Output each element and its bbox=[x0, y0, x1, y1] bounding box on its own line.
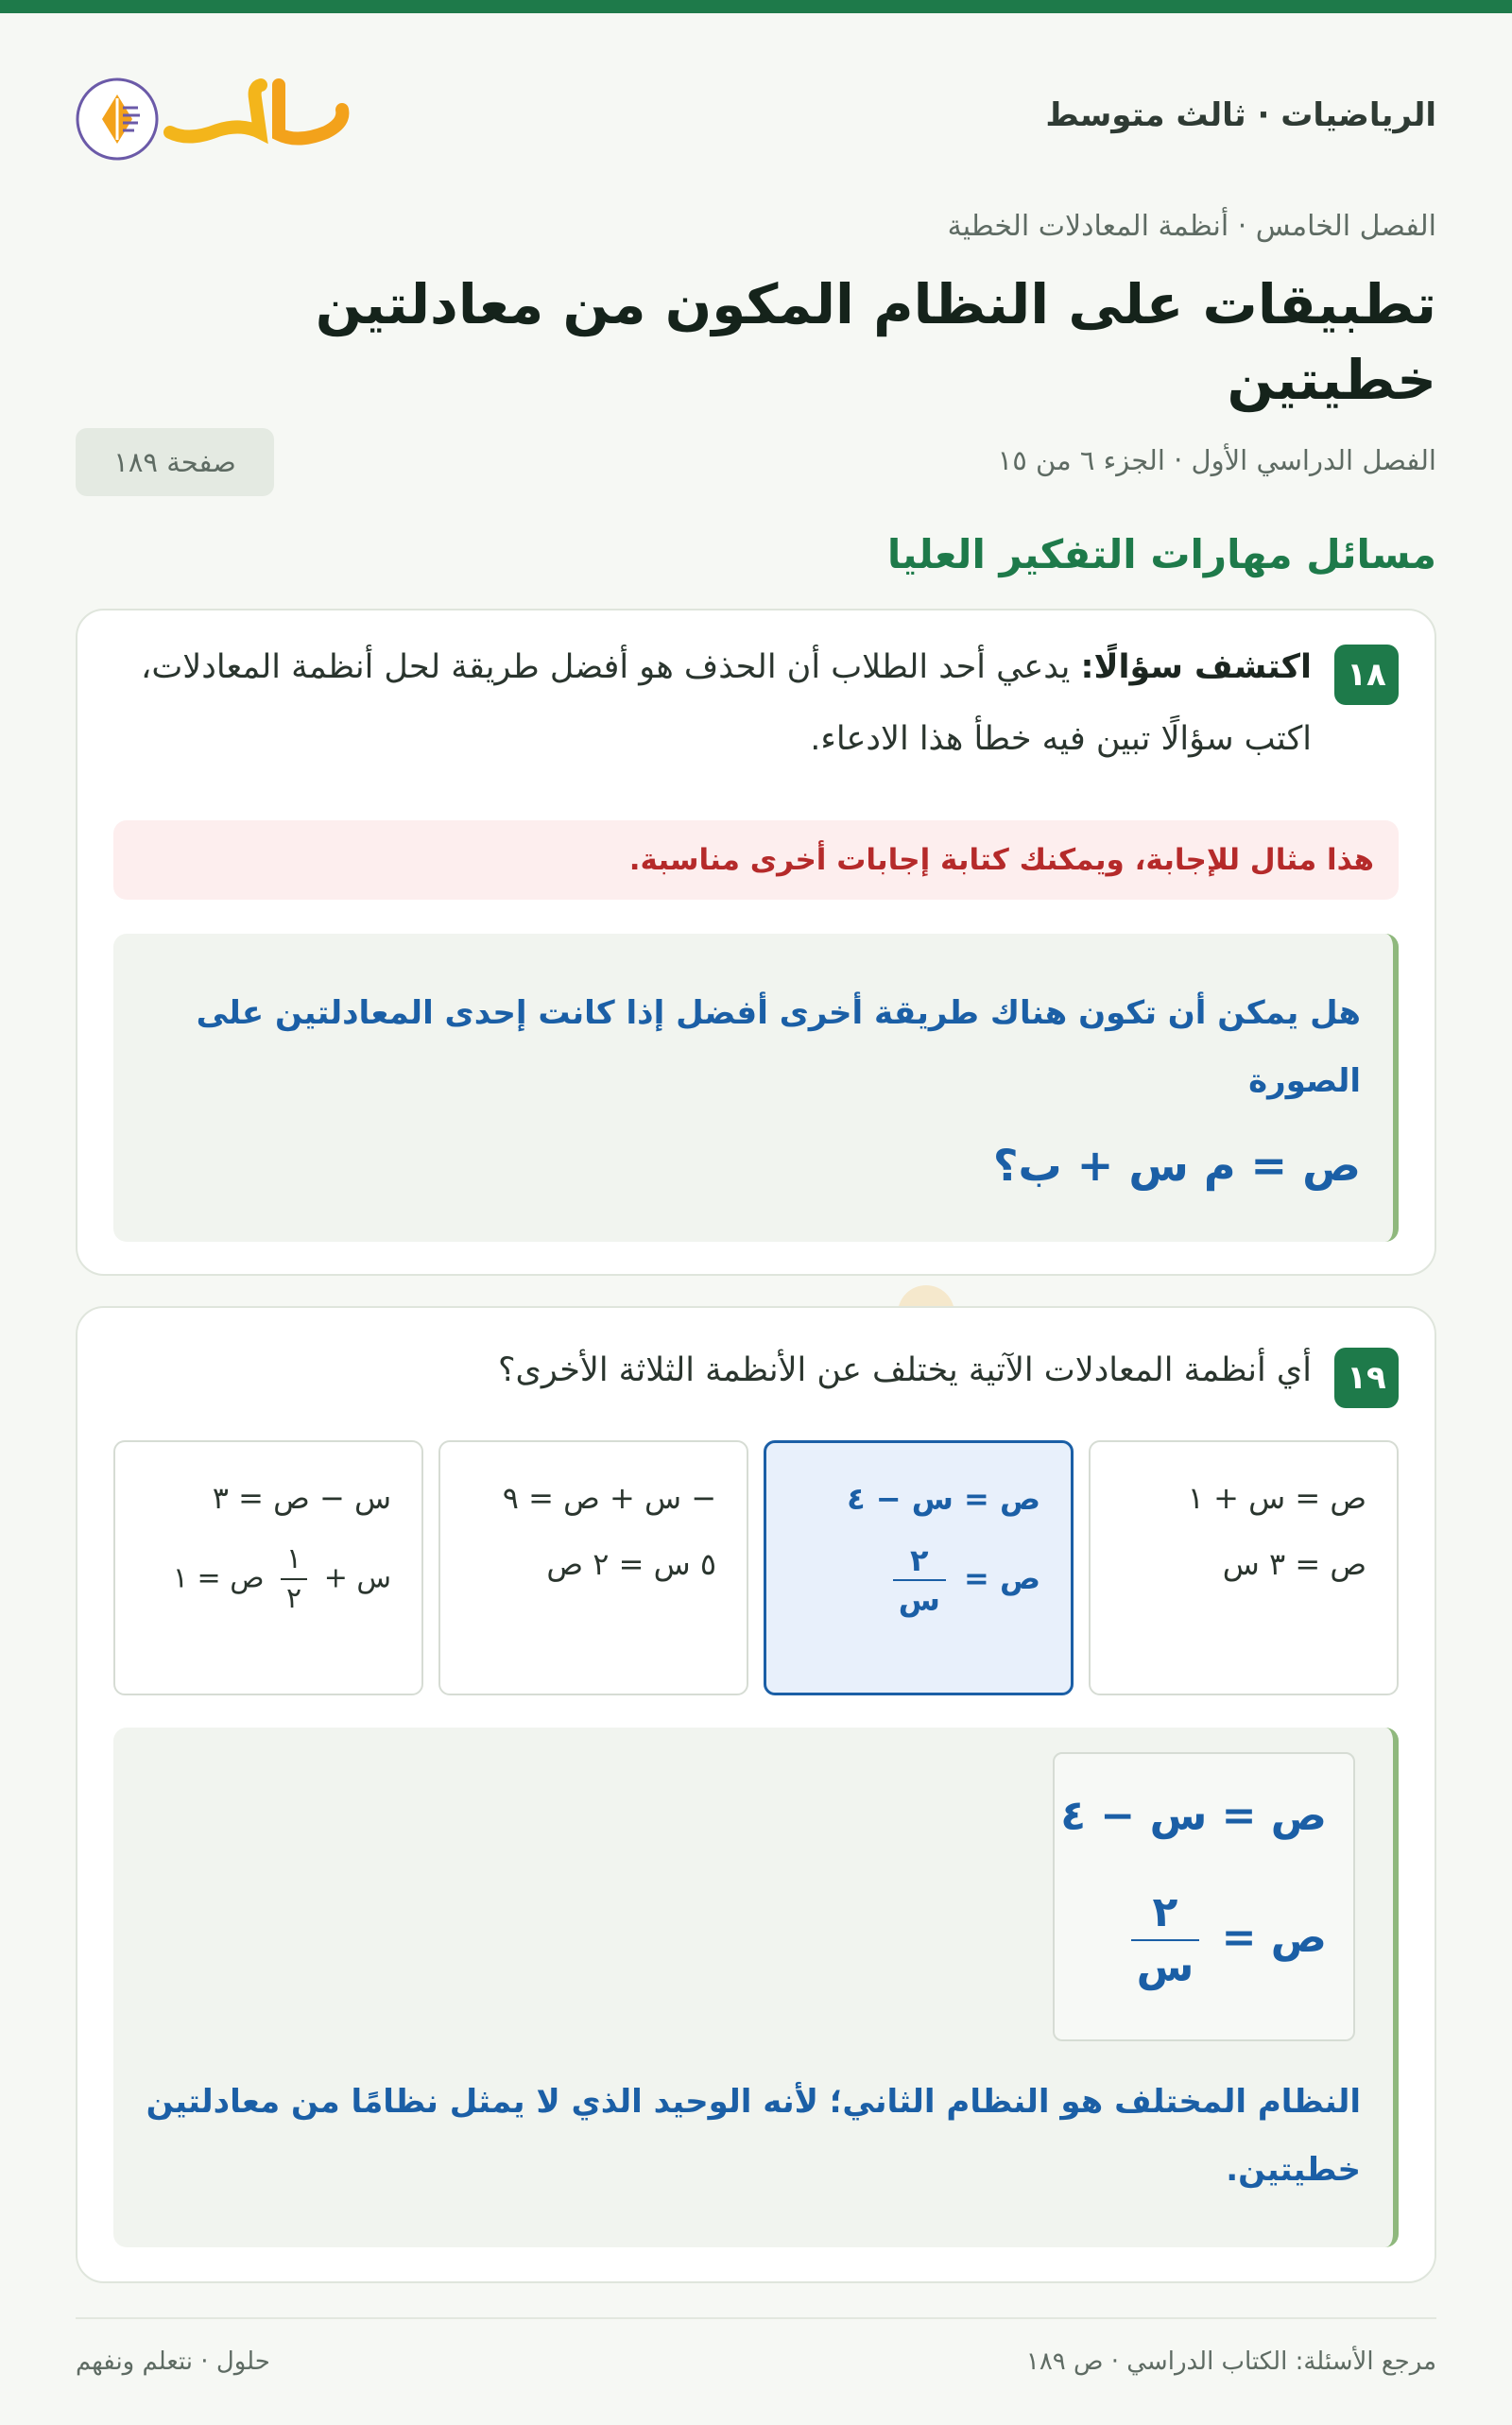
equation-line: ص = ٣ س bbox=[1222, 1546, 1366, 1582]
equation-line-fraction bbox=[173, 1540, 391, 1618]
subject-label: الرياضيات · ثالث متوسط bbox=[1045, 96, 1436, 134]
question-label: اكتشف سؤالًا: bbox=[1080, 648, 1312, 686]
equation-line: ص = س − ٤ bbox=[1060, 1792, 1327, 1840]
chapter-breadcrumb: الفصل الخامس · أنظمة المعادلات الخطية bbox=[947, 210, 1436, 243]
selected-system-box bbox=[1053, 1752, 1355, 2041]
answer-text: هل يمكن أن تكون هناك طريقة أخرى أفضل إذا كانت إحدى المعادلتين على الصورة bbox=[196, 994, 1361, 1100]
question-card-19 bbox=[76, 1306, 1436, 2283]
lesson-title: تطبيقات على النظام المكون من معادلتين خطيتين bbox=[315, 272, 1436, 412]
equation-line: ص = س + ١ bbox=[1187, 1480, 1366, 1516]
question-text: أي أنظمة المعادلات الآتية يختلف عن الأنظمة الثلاثة الأخرى؟ bbox=[497, 1351, 1312, 1389]
logo-icon bbox=[76, 57, 359, 170]
footer-brand: حلول · نتعلم ونفهم bbox=[76, 2348, 270, 2376]
question-number-badge: ١٩ bbox=[1334, 1348, 1399, 1408]
top-accent-bar bbox=[0, 0, 1512, 13]
footer-divider bbox=[76, 2317, 1436, 2319]
answer-text: النظام المختلف هو النظام الثاني؛ لأنه الوحيد الذي لا يمثل نظامًا من معادلتين خطيتين. bbox=[146, 2083, 1361, 2189]
equation-part: ص = ١ bbox=[172, 1561, 265, 1595]
question-number-badge: ١٨ bbox=[1334, 645, 1399, 705]
footer-reference: مرجع الأسئلة: الكتاب الدراسي · ص ١٨٩ bbox=[1025, 2348, 1436, 2376]
page-header bbox=[76, 57, 1436, 170]
option-system-3[interactable] bbox=[438, 1440, 748, 1695]
equation-line: ٥ س = ٢ ص bbox=[546, 1546, 716, 1582]
fraction-numerator: ٢ bbox=[910, 1542, 929, 1578]
equation-left: ص = bbox=[1221, 1914, 1327, 1962]
fraction-denominator: ٢ bbox=[281, 1578, 307, 1618]
lesson-meta: الفصل الدراسي الأول · الجزء ٦ من ١٥ bbox=[997, 444, 1436, 476]
equation-line: − س + ص = ٩ bbox=[502, 1480, 716, 1516]
equation-line: س − ص = ٣ bbox=[212, 1480, 391, 1516]
answer-equation: ص = م س + ب؟ bbox=[992, 1140, 1361, 1191]
question-text bbox=[130, 631, 1312, 775]
fraction-numerator: ١ bbox=[286, 1542, 302, 1575]
answer-box bbox=[113, 934, 1399, 1242]
fraction-denominator: س bbox=[1131, 1939, 1200, 1994]
option-system-2-selected[interactable] bbox=[764, 1440, 1074, 1695]
question-card-18 bbox=[76, 609, 1436, 1276]
fraction bbox=[1131, 1886, 1200, 1994]
section-title: مسائل مهارات التفكير العليا bbox=[886, 531, 1436, 577]
equation-line: ص = س − ٤ bbox=[847, 1481, 1040, 1517]
fraction bbox=[281, 1540, 307, 1618]
fraction-denominator: س bbox=[893, 1579, 946, 1619]
site-logo[interactable] bbox=[76, 57, 359, 170]
page-number-badge: صفحة ١٨٩ bbox=[76, 428, 274, 496]
option-system-4[interactable] bbox=[113, 1440, 423, 1695]
equation-line-fraction bbox=[885, 1541, 1040, 1619]
option-system-1[interactable] bbox=[1089, 1440, 1399, 1695]
equation-left: ص = bbox=[964, 1560, 1040, 1596]
equation-line-fraction bbox=[1124, 1886, 1327, 1994]
question-body: يدعي أحد الطلاب أن الحذف هو أفضل طريقة لحل أنظمة المعادلات، اكتب سؤالًا تبين فيه خطأ هذا الادعاء. bbox=[141, 648, 1312, 758]
fraction-numerator: ٢ bbox=[1152, 1888, 1178, 1936]
answer-note: هذا مثال للإجابة، ويمكنك كتابة إجابات أخرى مناسبة. bbox=[113, 820, 1399, 900]
equation-part: س + bbox=[323, 1561, 391, 1595]
fraction bbox=[893, 1541, 946, 1619]
answer-box bbox=[113, 1728, 1399, 2247]
